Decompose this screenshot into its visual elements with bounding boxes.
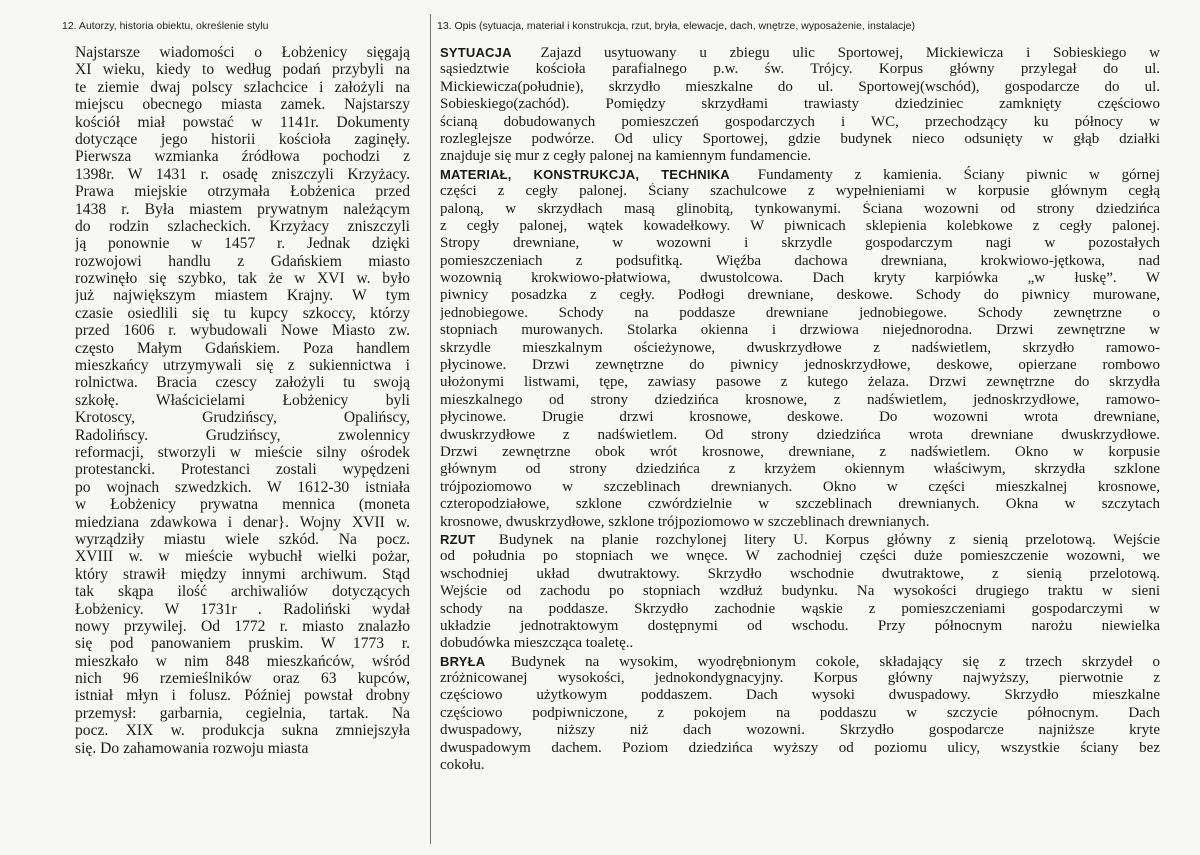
history-line: Pierwsza wzmianka źródłowa pochodzi z [75,148,410,166]
description-line [440,740,1160,757]
line-text: znajduje się mur z cegły palonej na kamiennym fundamencie. [440,148,812,165]
description-line [440,114,1160,131]
history-column [62,20,410,757]
line-text: piwnicy posadzka z cegły. Podłogi drewniane, deskowe. Schody do piwnicy murowane, [440,287,1160,304]
description-line [440,322,1160,339]
line-text: krosnowe, dwuskrzydłowe, szklone trójpoziomowo w szczeblinach drewnianych. [440,513,930,530]
description-line [440,722,1160,739]
history-line: który strawił między innymi archiwum. Stąd [75,565,410,583]
line-text: stopniach murowanych. Stolarka okienna i drzwiowa niejednorodna. Drzwi zewnętrzne w [440,322,1160,339]
description-line [440,461,1160,478]
history-line: Łobżenicy. W 1731r . Radoliński wydał [75,600,410,618]
description-column [437,20,1160,774]
line-text: dwuspadowym dachem. Poziom dziedzińca wyższy od poziomu ulicy, wszystkie ściany bez [440,739,1160,756]
line-text: schody na poddasze. Skrzydło zachodnie wąskie z pomieszczeniami gospodarczymi w [440,600,1160,617]
line-text: dwuspadowy, niższy niż dach wozowni. Skrzydło gospodarcze najniższe kryte [440,722,1160,739]
description-line [440,131,1160,148]
history-line: w Łobżenicy prywatna mennica (moneta [75,496,410,514]
history-line: szkołę. Właścicielami Łobżenicy byli [75,391,410,409]
description-line [440,340,1160,357]
line-text: dwuskrzydłowe z nadświetlem. Od strony dziedzińca wrota drewniane dwuskrzydłowe. [440,426,1160,443]
column-divider [430,14,431,844]
history-line: rozwinęło się szybko, tak że w XVI w. było [75,270,410,288]
history-line: do rodzin szlacheckich. Krzyżacy zniszczyli [75,217,410,235]
section-heading: SYTUACJA [440,45,512,60]
history-line: Prawa miejskie otrzymała Łobżenica przed [75,183,410,201]
line-text: części z cegły palonej. Ściany szachulcowe z wypełnieniami w korpusie głównym cegłą [440,183,1160,200]
history-line: protestancki. Protestanci zostali wypędzeni [75,461,410,479]
line-text: wozownią krokwiowo-płatwiowa, dwustolcowa. Dach kryty karpiówka „w łuskę”. W [440,270,1160,287]
description-line [440,566,1160,583]
history-line: wyrządziły miastu wiele szkód. Na pocz. [75,530,410,548]
line-text: ułożonymi listwami, tępe, zawiasy pasowe z kutego żelaza. Drzwi zewnętrzne do skrzydła [440,374,1160,391]
description-line [440,444,1160,461]
line-text: czteropodziałowe, szklone czwórdzielnie w szczeblinach drewnianych. Okna w szczytach [440,496,1160,513]
history-line: pocz. XIX w. produkcja sukna zmniejszyła [75,722,410,740]
line-text: Drzwi zewnętrzne obok wrót krosnowe, drewniane, z nadświetlem. Okno w korpusie [440,443,1160,460]
history-text [75,44,410,757]
description-line [440,653,1160,670]
description-line [440,287,1160,304]
history-line: nowy przywilej. Od 1772 r. miasto znalazło [75,617,410,635]
history-line: rolnictwa. Bracia czescy założyli tu swoją [75,374,410,392]
line-text: Budynek na planie rozchylonej litery U. Korpus główny z sienią przelotową. Wejście [498,531,1160,548]
history-line: XVIII w. w mieście wybuchł wielki pożar, [75,548,410,566]
description-line [440,757,1160,774]
history-line: te ziemie dwaj polscy szlachcice i założyli na [75,78,410,96]
history-line: istniał młyn i folusz. Później powstał drobny [75,687,410,705]
line-text: z cegły palonej, wątek kowadełkowy. W piwnicach sklepienia kolebkowe z cegły palonej. [440,217,1160,234]
history-line: XI wieku, kiedy to według podań przybyli na [75,61,410,79]
history-line: po wojnach szwedzkich. W 1612-30 istniała [75,478,410,496]
line-text: Sobieskiego(zachód). Pomiędzy skrzydłami trawiasty dziedziniec zamknięty częściowo [440,96,1160,113]
history-line: 1438 r. Była miastem prywatnym należącym [75,200,410,218]
description-line [440,618,1160,635]
description-line [440,548,1160,565]
line-text: trójpoziomowo w szczeblinach drewnianych. Okno w części mieszkalnej krosnowe, [440,478,1160,495]
history-line: kościół miał powstać w 1141r. Dokumenty [75,113,410,131]
description-line [440,270,1160,287]
line-text: jednobiegowe. Schody na poddasze drewniane jednobiegowe. Schody zewnętrzne o [440,304,1160,321]
history-line: reformacji, stworzyli w mieście silny ośrodek [75,443,410,461]
description-line [440,583,1160,600]
description-line [440,705,1160,722]
description-line [440,427,1160,444]
description-line [440,148,1160,165]
line-text: Stropy drewniane, w wozowni i skrzydle gospodarczym nagi w pozostałych [440,235,1160,252]
description-line [440,687,1160,704]
description-line [440,61,1160,78]
history-line: często Małym Gdańskiem. Poza handlem [75,339,410,357]
history-line: miedziana zdawkowa i denar}. Wojny XVII w. [75,513,410,531]
line-text: Wejście od zachodu po stopniach wzdłuż budynku. Na wysokości drugiego traktu w sieni [440,583,1160,600]
line-text: Zajazd usytuowany u zbiegu ulic Sportowej, Mickiewicza i Sobieskiego w [540,45,1160,61]
description-line [440,514,1160,531]
description-line [440,305,1160,322]
history-header: 12. Autorzy, historia obiektu, określenie stylu [62,20,269,32]
description-header: 13. Opis (sytuacja, materiał i konstrukcja, rzut, bryła, elewacje, dach, wnętrze, wyposażenie, instalacje) [437,20,915,32]
section-heading: BRYŁA [440,653,486,669]
history-line: miejscu obecnego miasta zamek. Najstarszy [75,96,410,114]
description-line [440,79,1160,96]
description-line [440,96,1160,113]
history-line: Radolińscy. Grudzińscy, zwolennicy [75,426,410,444]
history-line: rozwojowi handlu z Gdańskiem miasto [75,252,410,270]
history-line: dotyczące jego historii kościoła zaginęły. [75,130,410,148]
history-line: mieszkańcy utrzymywali się z sukiennictwa i [75,357,410,375]
description-line [440,496,1160,513]
description-line [440,635,1160,652]
line-text: cokołu. [440,757,485,774]
description-line [440,670,1160,687]
line-text: Mickiewicza(południe), skrzydło mieszkalne do ul. Sportowej(wschód), gospodarcze do ul. [440,78,1160,95]
line-text: częściowo podpiwniczone, z pokojem na poddaszu w szczycie północnym. Dach [440,704,1160,721]
line-text: głównym od strony dziedzińca z krzyżem okiennym właściwym, skrzydła szklone [440,461,1160,478]
line-text: układzie jednotraktowym dostępnymi od wschodu. Przy północnym narożu niewielka [440,617,1160,634]
description-line [440,183,1160,200]
description-line [440,479,1160,496]
line-text: płycinowe. Drzwi zewnętrzne do piwnicy jednoskrzydłowe, deskowe, opierzane rombowo [440,357,1160,374]
section-heading: RZUT [440,531,476,547]
history-line: się. Do zahamowania rozwoju miasta [75,739,309,757]
description-line [440,201,1160,218]
section-heading: MATERIAŁ, KONSTRUKCJA, TECHNIKA [440,166,730,182]
line-text: częściowo użytkowym poddaszem. Dach wysoki dwuspadowy. Skrzydło mieszkalne [440,687,1160,704]
line-text: wschodniej układ dwutraktowy. Skrzydło wschodnie dwutraktowe, z sienią przelotową. [440,565,1160,582]
line-text: Fundamenty z kamienia. Ściany piwnic w górnej [757,166,1160,183]
history-line: nich 96 rzemieślników oraz 63 kupców, [75,670,410,688]
line-text: rozleglejsze podwórze. Od ulicy Sportowej, gdzie budynek nieco odsunięty w głąb działki [440,130,1160,147]
line-text: Budynek na wysokim, wyodrębnionym cokole, składający się z trzech skrzydeł o [511,653,1160,670]
line-text: skrzydle mieszkalnym ościeżynowe, dwuskrzydłowe z nadświetlem, skrzydło ramowo- [440,339,1160,356]
history-line: ją ponownie w 1457 r. Jednak dzięki [75,235,410,253]
history-line: już największym miastem Krajny. W tym [75,287,410,305]
history-line: Najstarsze wiadomości o Łobżenicy sięgają [75,44,410,61]
description-line [440,374,1160,391]
history-line: czasie osiedlili się tu kupcy szkoccy, którzy [75,304,410,322]
history-line: 1398r. W 1431 r. osadę zniszczyli Krzyżacy. [75,165,410,183]
line-text: płycinowe. Drugie drzwi krosnowe, deskowe. Do wozowni wrota drewniane, [440,409,1160,426]
history-line: mieszkało w nim 848 mieszkańców, wśród [75,652,410,670]
description-line [440,601,1160,618]
description-line [440,531,1160,548]
line-text: pomieszczeniach z podsufitką. Więźba dachowa drewniana, krokwiowo-jętkowa, nad [440,252,1160,269]
description-line [440,218,1160,235]
description-line [440,357,1160,374]
history-line: przemysł: garbarnia, cegielnia, tartak. Na [75,704,410,722]
line-text: dobudówka mieszcząca toaletę.. [440,635,634,652]
history-line: Krotoscy, Grudzińscy, Opalińscy, [75,409,410,427]
description-line [440,166,1160,183]
description-line [440,392,1160,409]
history-line: przed 1606 r. wybudowali Nowe Miasto zw. [75,322,410,340]
line-text: od południa po stopniach we wnęce. W zachodniej części duże pomieszczenie wozowni, we [440,548,1160,565]
line-text: sąsiedztwie kościoła parafialnego p.w. św. Trójcy. Korpus główny przylegał do ul. [440,61,1160,78]
line-text: paloną, w skrzydłach masą glinobitą, tynkowanymi. Ściana wozowni od strony dziedzińca [440,200,1160,217]
description-line [440,235,1160,252]
history-line: tak skąpa ilość archiwaliów dotyczących [75,583,410,601]
history-line: się pod panowaniem pruskim. W 1773 r. [75,635,410,653]
description-line [440,409,1160,426]
line-text: mieszkalnego od strony dziedzińca krosnowe, z nadświetlem, jednoskrzydłowe, ramowo- [440,391,1160,408]
description-line [440,44,1160,61]
description-line [440,253,1160,270]
description-text [440,44,1160,774]
line-text: zróżnicowanej wysokości, jednokondygnacyjny. Korpus główny najwyższy, pierwotnie z [440,670,1160,687]
line-text: ścianą dobudowanych pomieszczeń gospodarczych i WC, przechodzący ku północy w [440,113,1160,130]
